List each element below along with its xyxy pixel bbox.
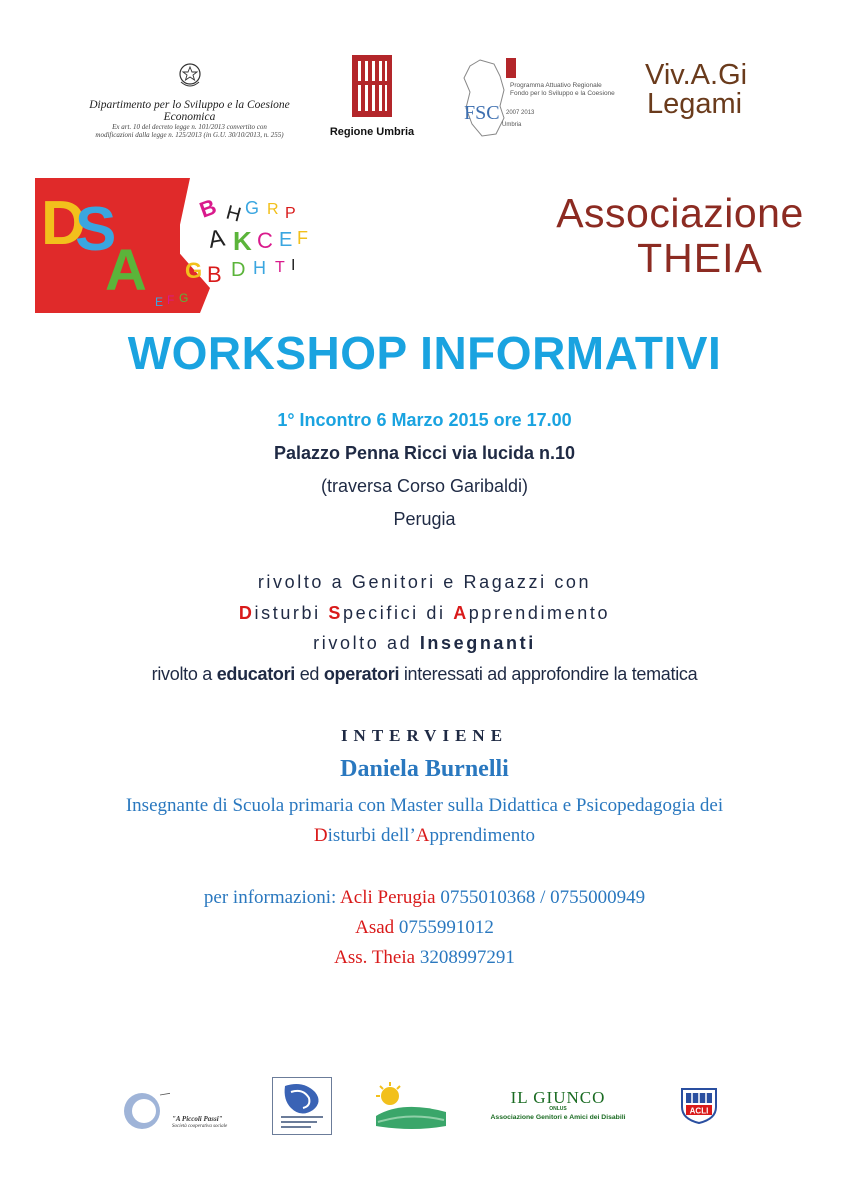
svg-text:B: B [207, 262, 222, 287]
svg-text:A: A [206, 224, 227, 254]
fsc-years: 2007 2013 [506, 110, 535, 116]
educators-mid: ed [295, 664, 324, 684]
svg-text:S: S [75, 195, 117, 264]
sun-landscape-icon [372, 1082, 450, 1132]
teachers-bold: Insegnanti [419, 633, 536, 653]
sole-verde-logo [372, 1082, 450, 1132]
theia-associazione-text: Associazione [556, 190, 804, 236]
svg-text:F: F [297, 228, 308, 248]
dipartimento-name: Dipartimento per lo Sviluppo e la Coesione Economica [89, 99, 290, 123]
teachers-prefix: rivolto ad [313, 633, 420, 653]
contact-asad-phone: 0755991012 [394, 917, 494, 938]
event-venue: Palazzo Penna Ricci via lucida n.10 [273, 443, 576, 463]
desc-letter-d: D [313, 825, 328, 846]
acli-text: ACLI [689, 1106, 709, 1116]
italian-emblem-icon [177, 60, 203, 90]
associazione-square-logo [272, 1077, 332, 1135]
fsc-program-2: Fondo per lo Sviluppo e la Coesione [510, 90, 615, 97]
svg-text:I: I [291, 257, 296, 274]
svg-text:H: H [253, 258, 266, 278]
dsa-word-2: pecifici di [342, 603, 454, 623]
wave-emblem-icon [273, 1078, 331, 1134]
acli-emblem-icon [680, 1085, 718, 1125]
educators-bold: educatori [216, 664, 296, 684]
educators-suffix: interessati ad approfondire la tematica [399, 664, 698, 684]
contact-theia-phone: 3208997291 [415, 947, 515, 968]
svg-text:C: C [257, 228, 273, 253]
svg-text:B: B [196, 193, 220, 223]
il-giunco-sub: Associazione Genitori e Amici dei Disabili [490, 1114, 626, 1121]
dsa-letters-illustration [35, 178, 325, 313]
associazione-theia-logo [540, 190, 820, 280]
contact-prefix: per informazioni: [203, 887, 341, 908]
piccoli-passi-sub: Società cooperativa sociale [172, 1124, 228, 1129]
audience-parents-line: rivolto a Genitori e Ragazzi con [257, 572, 592, 592]
legami-text: Legami [647, 88, 743, 120]
il-giunco-name: IL GIUNCO [510, 1088, 606, 1107]
vivagi-legami-logo [645, 60, 795, 118]
fsc-program-1: Programma Attuativo Regionale [510, 82, 602, 89]
dipartimento-note-1: Ex art. 10 del decreto legge n. 101/2013 convertito con [112, 123, 267, 131]
dipartimento-note-2: modificazioni dalla legge n. 125/2013 (in G.U. 30/10/2013, n. 255) [95, 131, 284, 139]
audience-teachers-line [0, 633, 849, 654]
svg-text:E: E [279, 229, 293, 251]
workshop-title: WORKSHOP INFORMATIVI [127, 327, 722, 379]
speaker-description-1: Insegnante di Scuola primaria con Master sulla Didattica e Psicopedagogia dei [125, 795, 724, 816]
dsa-letter-s: S [328, 603, 343, 623]
svg-text:G: G [179, 291, 189, 305]
contact-acli-name: Acli Perugia [340, 887, 436, 908]
theia-name-text: THEIA [637, 235, 763, 281]
svg-text:K: K [233, 226, 252, 256]
regione-umbria-label: Regione Umbria [329, 126, 415, 138]
regione-umbria-logo [322, 55, 422, 138]
event-city: Perugia [393, 509, 456, 529]
fsc-code: FSC [464, 102, 500, 124]
fsc-region: Umbria [502, 122, 522, 128]
svg-text:D: D [41, 189, 86, 258]
operators-bold: operatori [323, 664, 400, 684]
event-date: 1° Incontro 6 Marzo 2015 ore 17.00 [277, 410, 572, 430]
acli-logo [680, 1085, 718, 1125]
svg-text:P: P [285, 205, 296, 222]
dsa-logo [35, 178, 325, 313]
il-giunco-onlus: ONLUS [549, 1106, 567, 1112]
fsc-logo [460, 58, 620, 138]
svg-text:T: T [275, 259, 285, 276]
svg-text:A: A [105, 238, 147, 303]
contact-theia [0, 947, 849, 969]
desc-end: pprendimento [429, 825, 536, 846]
svg-text:G: G [245, 198, 260, 218]
svg-text:G: G [185, 258, 203, 283]
contact-acli-phone: 0755010368 / 0755000949 [435, 887, 646, 908]
dipartimento-logo [62, 60, 317, 139]
contact-theia-name: Ass. Theia [334, 947, 416, 968]
svg-text:H: H [223, 201, 244, 227]
contact-asad-name: Asad [355, 917, 395, 938]
desc-mid: isturbi dell’ [327, 825, 416, 846]
educators-prefix: rivolto a [151, 664, 217, 684]
regione-umbria-emblem-icon [352, 55, 392, 117]
desc-letter-a: A [415, 825, 430, 846]
svg-text:D: D [231, 259, 246, 281]
il-giunco-logo [483, 1086, 633, 1130]
dsa-letter-a: A [453, 603, 469, 623]
dsa-word-3: pprendimento [468, 603, 611, 623]
event-cross-street: (traversa Corso Garibaldi) [320, 476, 529, 496]
a-piccoli-passi-logo [120, 1083, 270, 1133]
svg-text:F: F [167, 293, 175, 307]
piccoli-passi-circle-icon [120, 1085, 170, 1135]
piccoli-passi-name: "A Piccoli Passi" [172, 1115, 223, 1123]
speaker-description-2 [0, 825, 849, 847]
audience-dsa-line [0, 603, 849, 624]
audience-educators-line [0, 664, 849, 685]
vivagi-text: Viv.A.Gi [645, 59, 748, 91]
contact-acli [0, 887, 849, 909]
speaker-name: Daniela Burnelli [340, 756, 509, 782]
dsa-word-1: isturbi [254, 603, 329, 623]
contact-asad [0, 917, 849, 939]
dsa-letter-d: D [238, 603, 255, 623]
svg-text:R: R [267, 201, 279, 218]
svg-text:E: E [155, 295, 164, 309]
speaker-heading: INTERVIENE [340, 726, 509, 745]
